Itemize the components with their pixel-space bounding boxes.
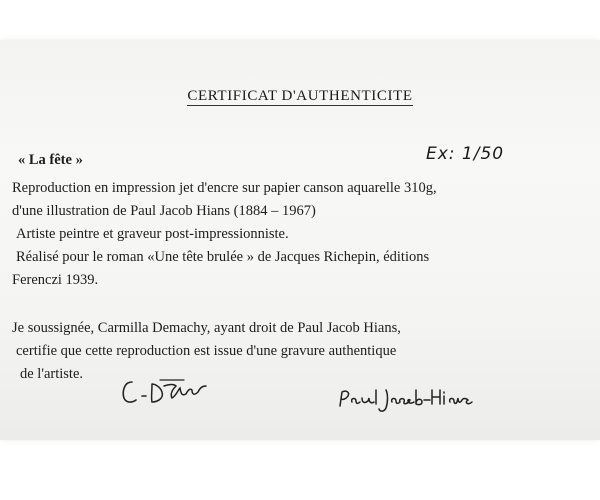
certificate-paper	[0, 40, 600, 440]
description-line-4: Réalisé pour le roman «Une tête brulée » de Jacques Richepin, éditions	[16, 249, 430, 265]
edition-number: Ex: 1/50	[426, 144, 505, 164]
certificate-title	[0, 88, 600, 105]
attestation-line-1: Je soussignée, Carmilla Demachy, ayant droit de Paul Jacob Hians,	[12, 320, 401, 336]
artwork-title: « La fête »	[18, 152, 83, 168]
title-text: CERTIFICAT D'AUTHENTICITE	[187, 88, 413, 104]
description-line-5: Ferenczi 1939.	[12, 272, 99, 288]
description-line-1: Reproduction en impression jet d'encre sur papier canson aquarelle 310g,	[12, 180, 437, 196]
attestation-line-2: certifie que cette reproduction est issue d'une gravure authentique	[16, 343, 397, 359]
description-line-3: Artiste peintre et graveur post-impressionniste.	[16, 226, 289, 242]
signature-right	[336, 384, 476, 418]
attestation-line-3: de l'artiste.	[20, 366, 84, 382]
signature-left	[118, 372, 248, 412]
description-line-2: d'une illustration de Paul Jacob Hians (1884 – 1967)	[12, 203, 316, 219]
